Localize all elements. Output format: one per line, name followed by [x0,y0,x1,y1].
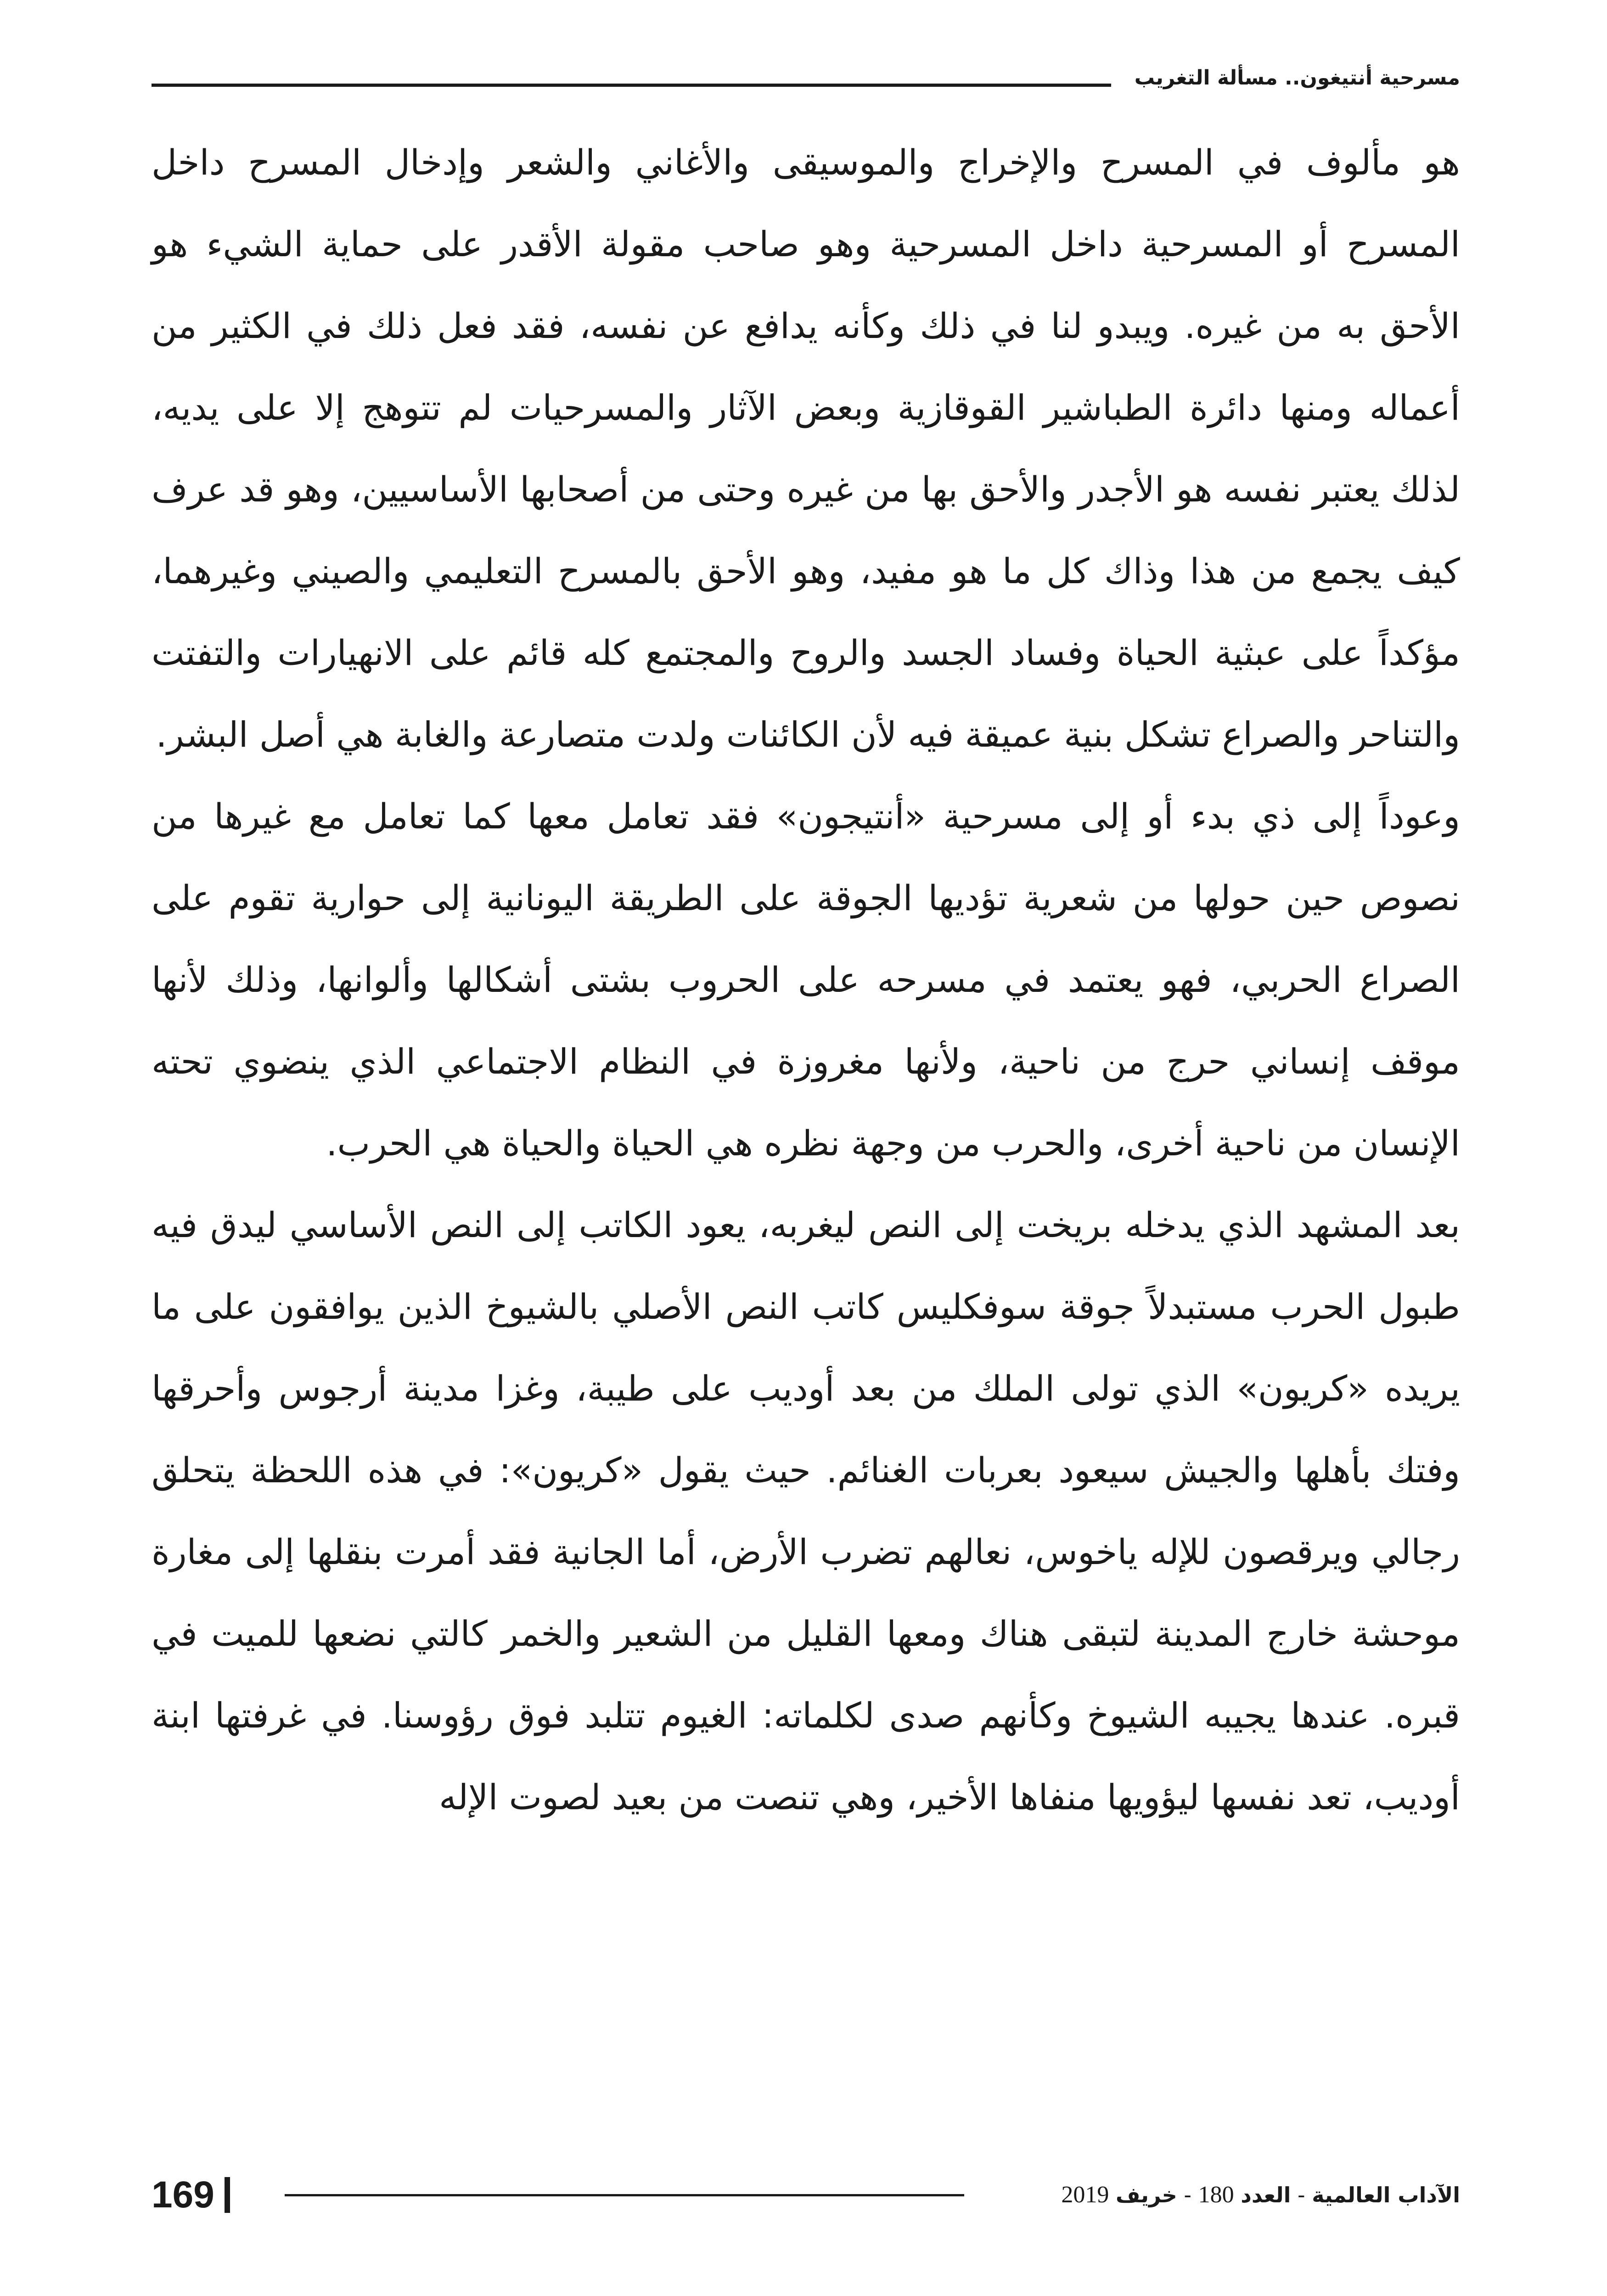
paragraph-1: هو مألوف في المسرح والإخراج والموسيقى والأغاني والشعر وإدخال المسرح داخل المسرح أو المسرحية داخل المسرحية وهو صاحب مقولة الأقدر على حماية الشيء هو الأحق به من غيره. ويبدو لنا في ذلك وكأنه يدافع عن نفسه، فقد فعل ذلك في الكثير من أعماله ومنها دائرة الطباشير القوقازية وبعض الآثار والمسرحيات لم تتوهج إلا على يديه، لذلك يعتبر نفسه هو الأجدر والأحق بها من غيره وحتى من أصحابها الأساسيين، وهو قد عرف كيف يجمع من هذا وذاك كل ما هو مفيد، وهو الأحق بالمسرح التعليمي والصيني وغيرهما، مؤكداً على عبثية الحياة وفساد الجسد والروح والمجتمع كله قائم على الانهيارات والتفتت والتناحر والصراع تشكل بنية عميقة فيه لأن الكائنات ولدت متصارعة والغابة هي أصل البشر. [152,142,1460,755]
footer-rule [285,2194,964,2196]
season: خريف [1115,2183,1177,2207]
journal-name: الآداب العالمية [1312,2183,1460,2207]
article-body [152,122,1460,1838]
page-number: 169 [152,2174,214,2216]
page-footer [152,2167,1460,2223]
issue-label: العدد [1241,2183,1291,2207]
issue-number: 180 [1198,2182,1234,2208]
paragraph-2: وعوداً إلى ذي بدء أو إلى مسرحية «أنتيجون» فقد تعامل معها كما تعامل مع غيرها من نصوص حين حولها من شعرية تؤديها الجوقة على الطريقة اليونانية إلى حوارية تقوم على الصراع الحربي، فهو يعتمد في مسرحه على الحروب بشتى أشكالها وألوانها، وذلك لأنها موقف إنساني حرج من ناحية، ولأنها مغروزة في النظام الاجتماعي الذي ينضوي تحته الإنسان من ناحية أخرى، والحرب من وجهة نظره هي الحياة والحياة هي الحرب. [152,796,1460,1164]
footer-separator: - [1291,2183,1305,2207]
footer-separator: - [1177,2183,1191,2207]
page-number-bar [225,2177,230,2213]
journal-citation [1061,2167,1460,2223]
page-number-group [152,2167,230,2223]
running-title: مسرحية أنتيغون.. مسألة التغريب [1134,66,1460,90]
paragraph-3: بعد المشهد الذي يدخله بريخت إلى النص ليغربه، يعود الكاتب إلى النص الأساسي ليدق فيه طبول الحرب مستبدلاً جوقة سوفكليس كاتب النص الأصلي بالشيوخ الذين يوافقون على ما يريده «كريون» الذي تولى الملك من بعد أوديب على طيبة، وغزا مدينة أرجوس وأحرقها وفتك بأهلها والجيش سيعود بعربات الغنائم. حيث يقول «كريون»: في هذه اللحظة يتحلق رجالي ويرقصون للإله ياخوس، نعالهم تضرب الأرض، أما الجانية فقد أمرت بنقلها إلى مغارة موحشة خارج المدينة لتبقى هناك ومعها القليل من الشعير والخمر كالتي نضعها للميت في قبره. عندها يجيبه الشيوخ وكأنهم صدى لكلماته: الغيوم تتلبد فوق رؤوسنا. في غرفتها ابنة أوديب، تعد نفسها ليؤويها منفاها الأخير، وهي تنصت من بعيد لصوت الإله [152,1204,1460,1818]
year: 2019 [1061,2182,1109,2208]
page-header [152,55,1460,96]
header-rule [152,84,1111,87]
